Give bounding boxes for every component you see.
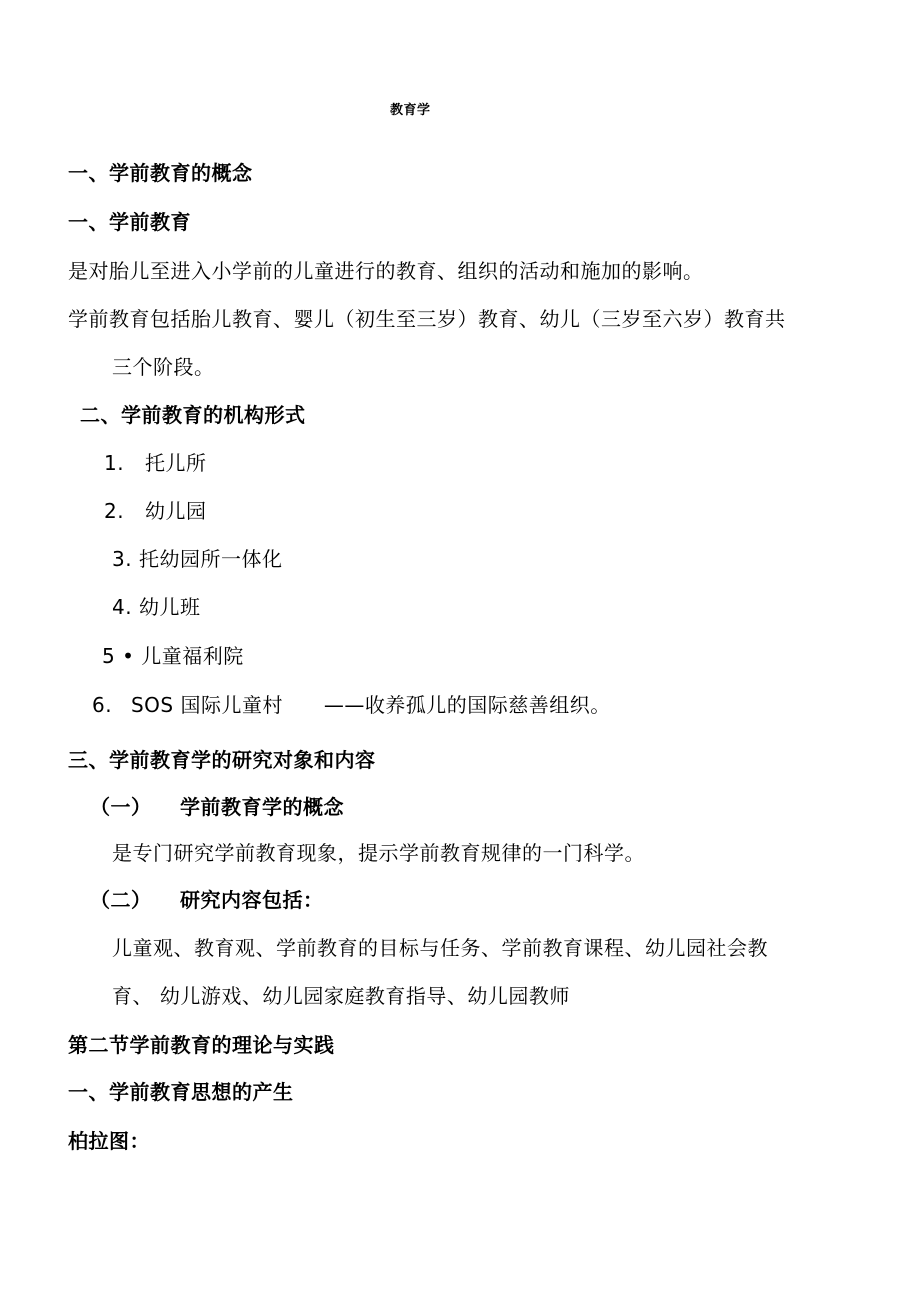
list-number: 4. <box>112 595 133 619</box>
list-number: 3. <box>112 547 133 571</box>
list-note: ——收养孤儿的国际慈善组织。 <box>323 693 611 717</box>
list-label: 幼儿班 <box>138 595 201 619</box>
heading-institutions: 二、学前教育的机构形式 <box>80 403 306 427</box>
list-label: SOS 国际儿童村 <box>130 693 283 717</box>
stages-text-line1: 学前教育包括胎儿教育、婴儿（初生至三岁）教育、幼儿（三岁至六岁）教育共 <box>68 307 786 331</box>
list-item <box>102 643 244 669</box>
list-item <box>112 546 282 572</box>
section-2-title: 第二节学前教育的理论与实践 <box>68 1033 335 1057</box>
stages-text-line2: 三个阶段。 <box>112 355 215 379</box>
heading-preschool-education: 一、学前教育 <box>68 210 191 234</box>
sub-2-text-line2: 育、 幼儿游戏、幼儿园家庭教育指导、幼儿园教师 <box>112 984 570 1008</box>
sub-heading-1-title: 学前教育学的概念 <box>180 795 344 819</box>
sub-2-text-line1: 儿童观、教育观、学前教育的目标与任务、学前教育课程、幼儿园社会教 <box>112 936 768 960</box>
sub-heading-2-title: 研究内容包括： <box>180 888 324 912</box>
list-number: 1. <box>104 451 125 475</box>
list-item <box>104 450 206 476</box>
heading-research-object: 三、学前教育学的研究对象和内容 <box>68 748 376 772</box>
plato-label: 柏拉图： <box>68 1129 150 1153</box>
list-number: 6. <box>92 693 113 717</box>
sub-1-text: 是专门研究学前教育现象，提示学前教育规律的一门科学。 <box>112 841 645 865</box>
document-title: 教育学 <box>390 103 431 118</box>
definition-text: 是对胎儿至进入小学前的儿童进行的教育、组织的活动和施加的影响。 <box>68 259 704 283</box>
list-label: 托儿所 <box>144 451 207 475</box>
list-item <box>104 498 206 524</box>
list-number: 2. <box>104 499 125 523</box>
list-item <box>92 692 611 718</box>
sub-heading-1-mark: （一） <box>90 795 152 819</box>
list-label: 幼儿园 <box>144 499 207 523</box>
list-number: 5 • <box>102 644 135 668</box>
section-2-heading-1: 一、学前教育思想的产生 <box>68 1080 294 1104</box>
sub-heading-2-mark: （二） <box>90 888 152 912</box>
list-item <box>112 594 200 620</box>
list-label: 托幼园所一体化 <box>138 547 283 571</box>
list-label: 儿童福利院 <box>141 644 244 668</box>
heading-concept: 一、学前教育的概念 <box>68 161 253 185</box>
